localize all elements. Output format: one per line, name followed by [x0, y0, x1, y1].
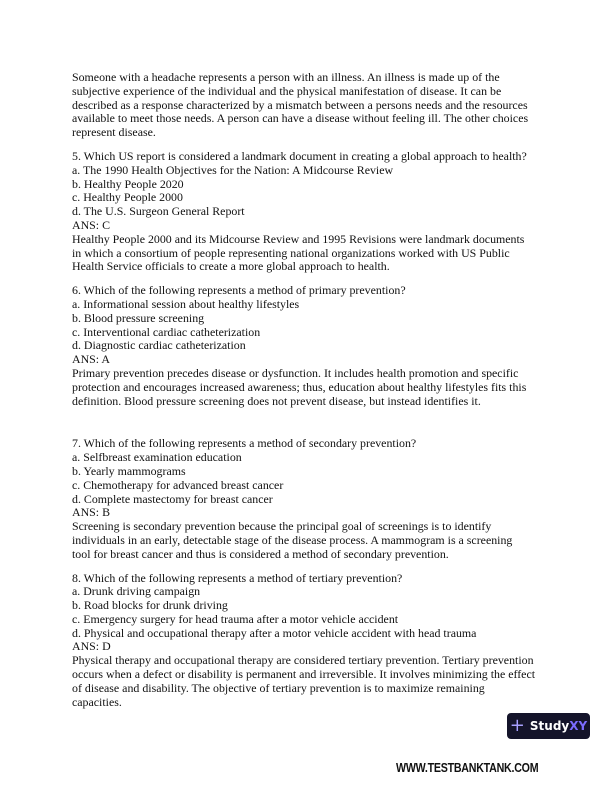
answer-key: ANS: B — [72, 505, 110, 520]
answer-option: a. Selfbreast examination education — [72, 450, 242, 465]
answer-key: ANS: D — [72, 639, 111, 654]
plus-icon: + — [509, 715, 525, 736]
explanation-line: capacities. — [72, 694, 122, 709]
explanation-line: occurs when a defect or disability is permanent and irreversible. It involves minimizing the effect — [72, 667, 536, 682]
explanation-line: definition. Blood pressure screening does not prevent disease, but instead identifies it. — [72, 393, 481, 408]
explanation-line: Healthy People 2000 and its Midcourse Review and 1995 Revisions were landmark documents — [72, 231, 525, 246]
answer-option: a. Drunk driving campaign — [72, 584, 201, 599]
answer-option: c. Emergency surgery for head trauma after a motor vehicle accident — [72, 611, 399, 626]
question-block — [72, 150, 552, 274]
paragraph-line: Someone with a headache represents a person with an illness. An illness is made up of the — [72, 70, 500, 84]
explanation-line: of disease and disability. The objective of tertiary prevention is to maximize remaining — [72, 680, 485, 695]
question-block — [72, 572, 552, 710]
paragraph-line: subjective experience of the individual and the physical manifestation of disease. It can be — [72, 83, 502, 98]
question-block — [72, 284, 552, 408]
answer-key: ANS: A — [72, 352, 110, 367]
explanation-line: Screening is secondary prevention because the principal goal of screenings is to identify — [72, 519, 492, 534]
explanation-line: protection and encourages increased awareness; thus, education about healthy lifestyles fits this — [72, 379, 527, 394]
answer-key: ANS: C — [72, 217, 110, 232]
answer-option: b. Blood pressure screening — [72, 310, 205, 325]
logo-text-accent: XY — [569, 719, 588, 733]
document-body — [72, 71, 552, 719]
question-text: 5. Which US report is considered a landmark document in creating a global approach to health? — [72, 148, 527, 163]
footer-website: WWW.TESTBANKTANK.COM — [396, 760, 539, 775]
question-text: 8. Which of the following represents a method of tertiary prevention? — [72, 570, 403, 585]
answer-option: c. Chemotherapy for advanced breast cancer — [72, 477, 284, 492]
explanation-line: Health Service officials to create a more global approach to health. — [72, 259, 390, 274]
answer-option: d. Diagnostic cardiac catheterization — [72, 338, 246, 353]
paragraph-line: available to meet those needs. A person can have a disease without feeling ill. The other choices — [72, 111, 529, 126]
answer-option: a. The 1990 Health Objectives for the Nation: A Midcourse Review — [72, 162, 394, 177]
answer-option: d. The U.S. Surgeon General Report — [72, 204, 245, 219]
explanation-line: in which a consortium of people representing national organizations worked with US Public — [72, 245, 510, 260]
answer-option: b. Yearly mammograms — [72, 463, 186, 478]
answer-option: d. Physical and occupational therapy after a motor vehicle accident with head trauma — [72, 625, 477, 640]
answer-option: b. Road blocks for drunk driving — [72, 598, 228, 613]
answer-option: c. Healthy People 2000 — [72, 190, 183, 205]
paragraph-line: described as a response characterized by a mismatch between a persons needs and the resources — [72, 97, 528, 112]
question-text: 7. Which of the following represents a method of secondary prevention? — [72, 436, 417, 451]
explanation-line: individuals in an early, detectable stage of the disease process. A mammogram is a screening — [72, 532, 513, 547]
explanation-line: tool for breast cancer and thus is considered a method of secondary prevention. — [72, 546, 449, 561]
studyxy-logo — [507, 713, 590, 739]
paragraph-line: represent disease. — [72, 125, 156, 140]
answer-option: a. Informational session about healthy lifestyles — [72, 296, 300, 311]
answer-option: b. Healthy People 2020 — [72, 176, 184, 191]
explanation-line: Primary prevention precedes disease or dysfunction. It includes health promotion and specific — [72, 365, 519, 380]
answer-option: d. Complete mastectomy for breast cancer — [72, 491, 273, 506]
question-block — [72, 437, 552, 561]
answer-option: c. Interventional cardiac catheterization — [72, 324, 261, 339]
intro-paragraph — [72, 71, 552, 140]
question-text: 6. Which of the following represents a method of primary prevention? — [72, 283, 406, 298]
logo-text: Study — [529, 719, 570, 733]
explanation-line: Physical therapy and occupational therapy are considered tertiary prevention. Tertiary prevention — [72, 653, 534, 668]
